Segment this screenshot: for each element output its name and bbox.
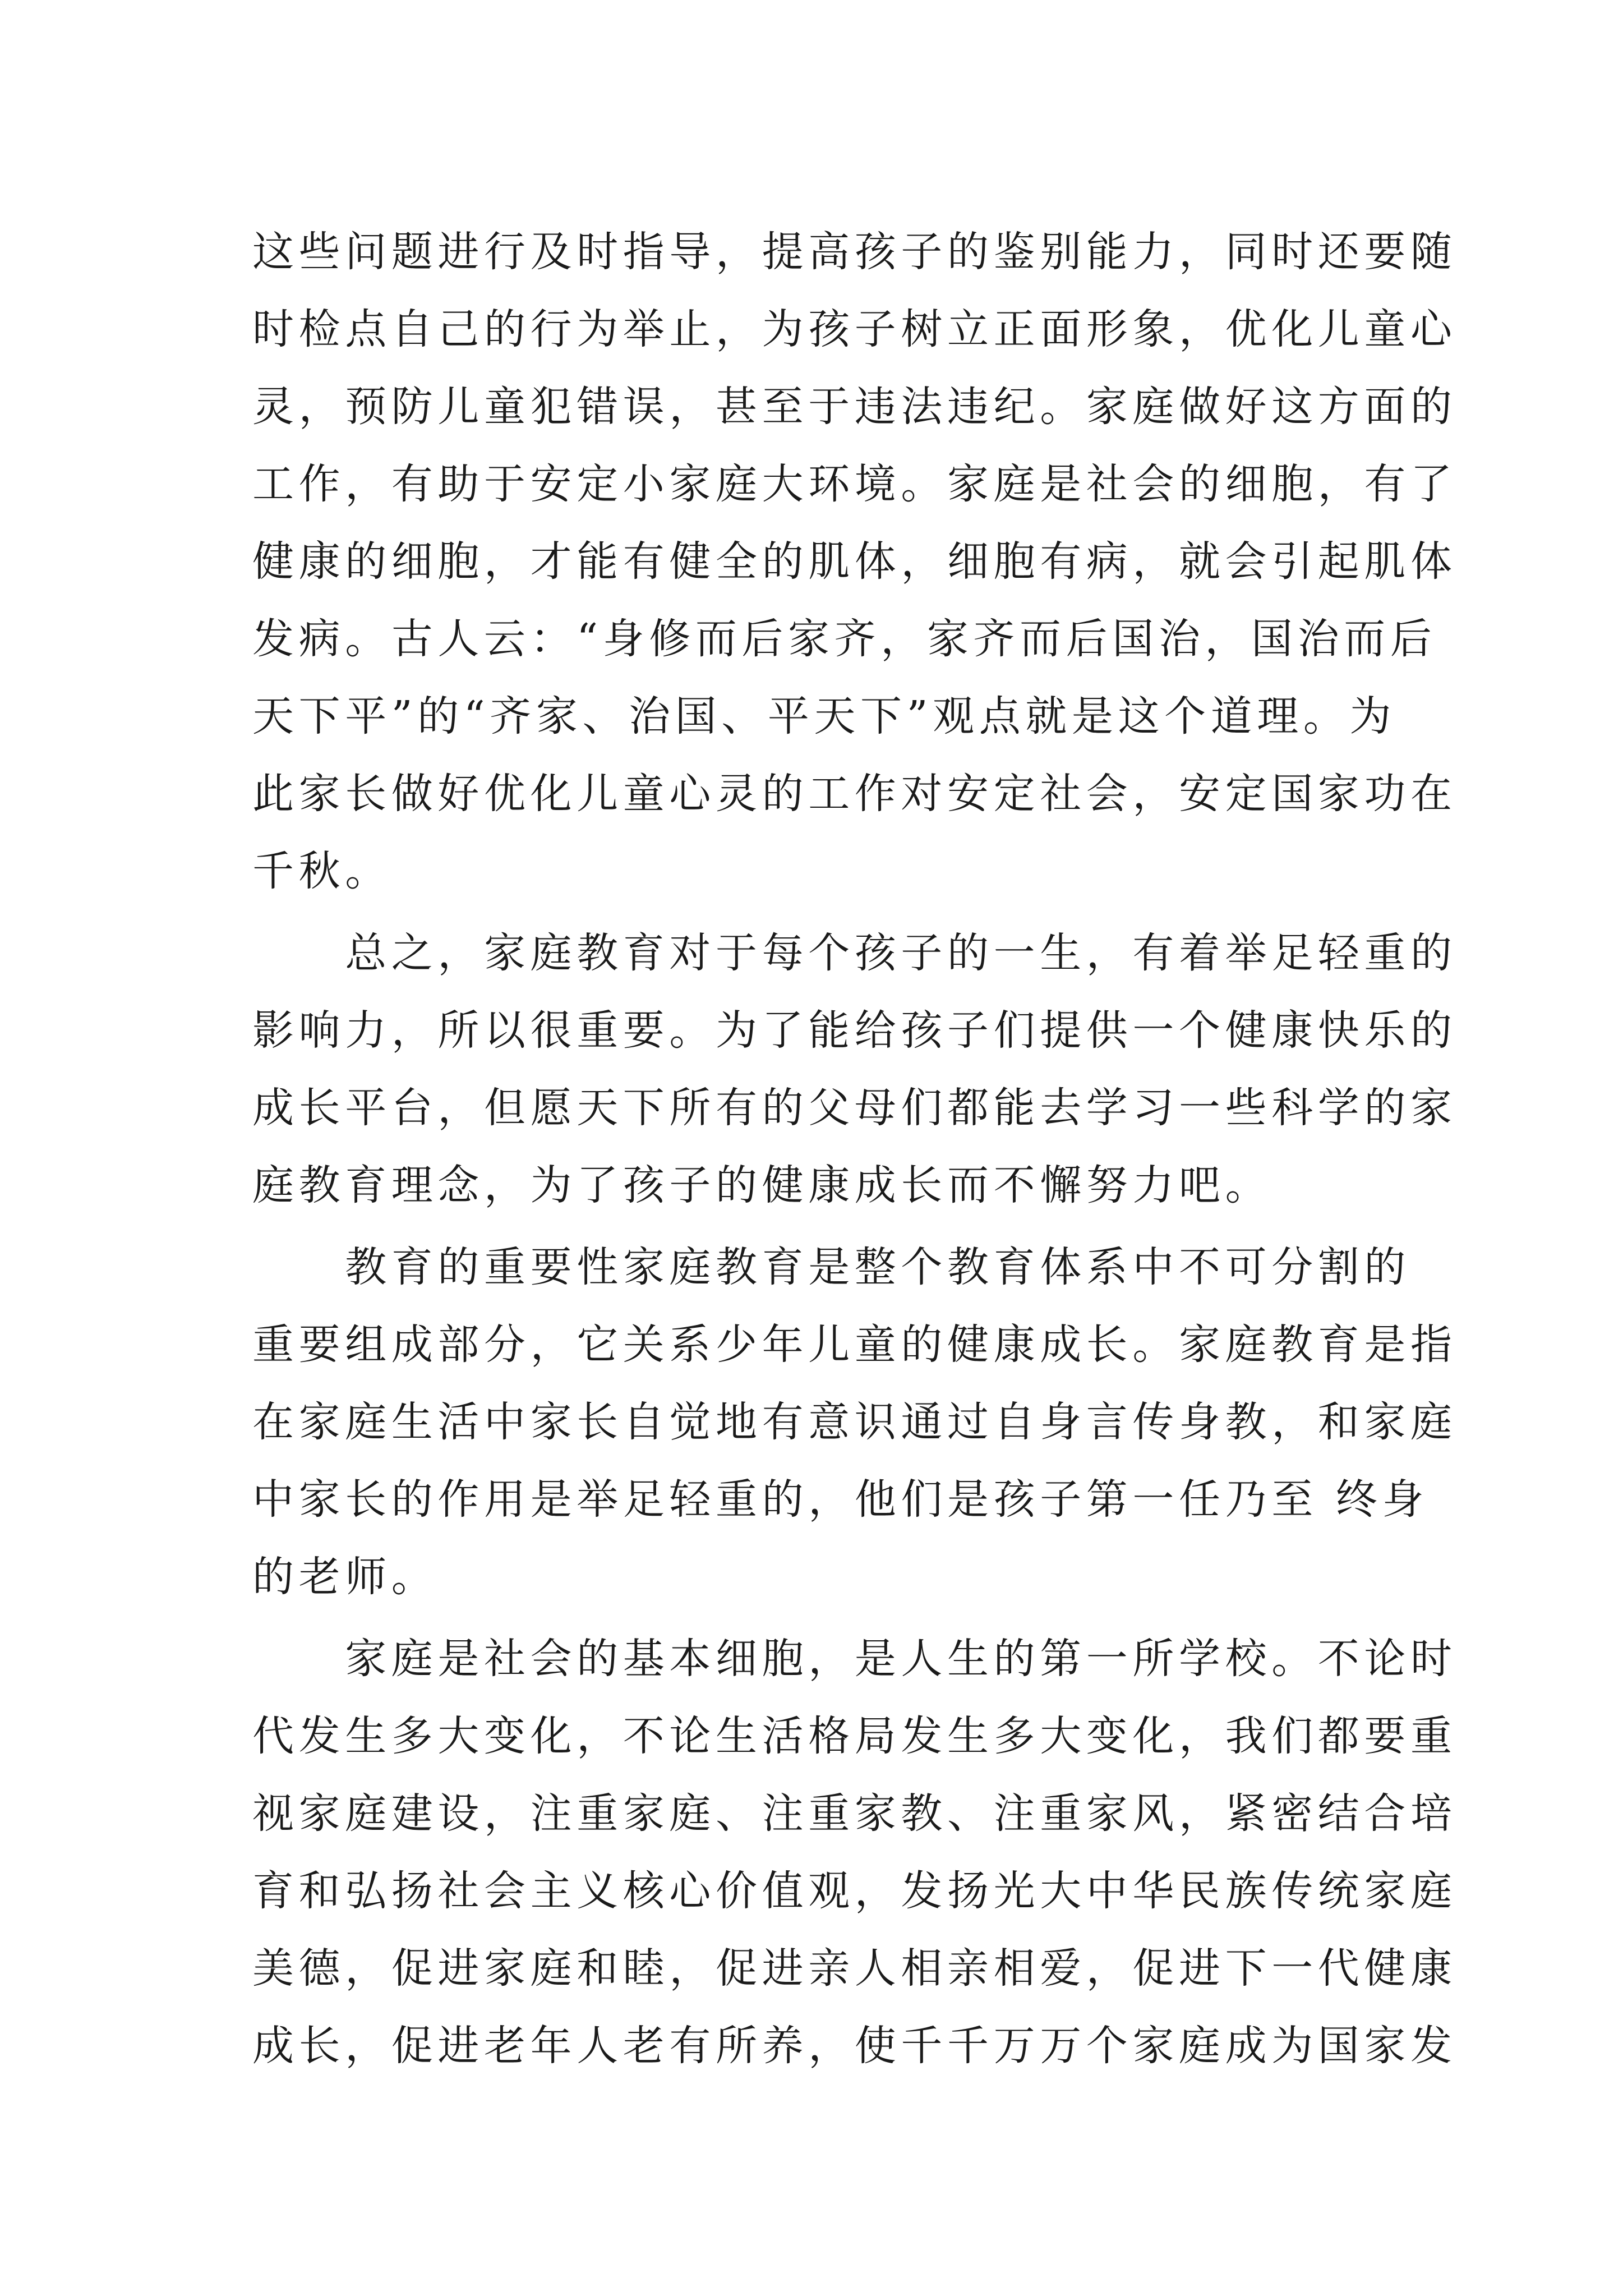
paragraph-spacer <box>252 1616 1391 1620</box>
text-line: 美德，促进家庭和睦，促进亲人相亲相爱，促进下一代健康 <box>252 1944 1457 1993</box>
text-line: 影响力，所以很重要。为了能给孩子们提供一个健康快乐的 <box>252 1006 1457 1055</box>
text-line: 视家庭建设，注重家庭、注重家教、注重家风，紧密结合培 <box>252 1789 1457 1838</box>
text-line: 此家长做好优化儿童心灵的工作对安定社会，安定国家功在 <box>252 770 1457 818</box>
paragraph-spacer <box>252 910 1391 914</box>
text-line: 天下平”的“齐家、治国、平天下”观点就是这个道理。为 <box>252 692 1396 740</box>
text-line: 庭教育理念，为了孩子的健康成长而不懈努力吧。 <box>252 1161 1272 1209</box>
paragraph-spacer <box>252 1224 1391 1228</box>
paragraph-2 <box>252 914 1457 1224</box>
text-line: 成长平台，但愿天下所有的父母们都能去学习一些科学的家 <box>252 1084 1457 1132</box>
text-line: 重要组成部分，它关系少年儿童的健康成长。家庭教育是指 <box>252 1320 1457 1369</box>
text-line: 的老师。 <box>252 1553 438 1601</box>
text-line: 健康的细胞，才能有健全的肌体，细胞有病，就会引起肌体 <box>252 537 1457 586</box>
text-line: 这些问题进行及时指导，提高孩子的鉴别能力，同时还要随 <box>252 228 1457 276</box>
text-line: 家庭是社会的基本细胞，是人生的第一所学校。不论时 <box>252 1635 1457 1683</box>
text-line: 灵，预防儿童犯错误，甚至于违法违纪。家庭做好这方面的 <box>252 383 1457 431</box>
text-line: 育和弘扬社会主义核心价值观，发扬光大中华民族传统家庭 <box>252 1867 1457 1915</box>
paragraph-3 <box>252 1228 1457 1616</box>
text-line: 发病。古人云：“身修而后家齐，家齐而后国治，国治而后 <box>252 615 1437 663</box>
paragraph-1 <box>252 213 1457 910</box>
text-line: 总之，家庭教育对于每个孩子的一生，有着举足轻重的 <box>252 929 1457 977</box>
text-line: 教育的重要性家庭教育是整个教育体系中不可分割的 <box>252 1243 1410 1291</box>
text-line: 中家长的作用是举足轻重的，他们是孩子第一任乃至 终身 <box>252 1475 1429 1524</box>
text-line: 时检点自己的行为举止，为孩子树立正面形象，优化儿童心 <box>252 305 1457 353</box>
document-body <box>252 213 1457 2085</box>
text-line: 在家庭生活中家长自觉地有意识通过自身言传身教，和家庭 <box>252 1398 1457 1446</box>
paragraph-4 <box>252 1620 1457 2085</box>
text-line: 代发生多大变化，不论生活格局发生多大变化，我们都要重 <box>252 1712 1457 1760</box>
text-line: 千秋。 <box>252 847 391 895</box>
text-line: 工作，有助于安定小家庭大环境。家庭是社会的细胞，有了 <box>252 460 1457 508</box>
text-line: 成长，促进老年人老有所养，使千千万万个家庭成为国家发 <box>252 2022 1457 2070</box>
